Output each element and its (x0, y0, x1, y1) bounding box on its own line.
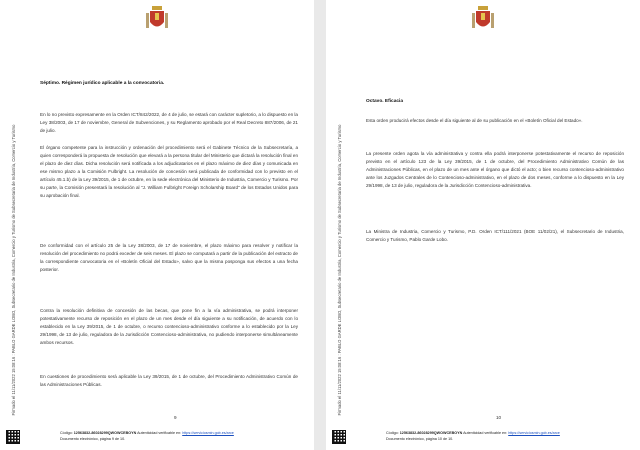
verification-code: 12563832-86028299QWOWCEBOYN (73, 431, 137, 435)
verify-text: Autenticidad verificable en: (463, 431, 508, 435)
paragraph: De conformidad con el artículo 25 de la Ley 38/2003, de 17 de noviembre, el plazo máximo para resolver y notificar la resolución del procedimiento no podrá exceder de seis meses. El plazo se computará a partir de la publicación del extracto de la correspondiente convocatoria en el «Boletín Oficial del Estado», salvo que la misma posponga sus efectos a una fecha posterior. (40, 243, 298, 272)
signature-stamp: Firmado el 11/11/2022 15:08:16 : PABLO GARDE LOBO, Subsecretario de Industria, Comercio y Turismo de Subsecretaria de Industria, Comercio y Turismo (337, 124, 342, 416)
section-heading: Séptimo. Régimen jurídico aplicable a la convocatoria. (40, 81, 165, 86)
paragraph: La Ministra de Industria, Comercio y Turismo, P.D. Orden ICT/111/2021 (BOE 11/02/21), el Subsecretario de Industria, Comercio y Turismo, Pablo Garde Lobo. (366, 229, 624, 242)
verify-text: Autenticidad verificable en: (137, 431, 182, 435)
qr-code (6, 430, 20, 444)
verification-link[interactable]: https://serviciosmin.gob.es/arce (508, 431, 560, 435)
document-info: Documento electrónico, página 9 de 10. (60, 437, 126, 441)
section-heading: Octavo. Eficacia (366, 99, 404, 104)
document-page-left (0, 0, 314, 450)
code-label: Código: (386, 431, 399, 435)
document-info: Documento electrónico, página 10 de 10. (386, 437, 454, 441)
page-number: 9 (174, 415, 177, 420)
code-label: Código: (60, 431, 73, 435)
signature-stamp: Firmado el 11/11/2022 15:08:16 : PABLO GARDE LOBO, Subsecretario de Industria, Comercio y Turismo de Subsecretaria de Industria, Comercio y Turismo (11, 124, 16, 416)
qr-code (332, 430, 346, 444)
paragraph: Contra la resolución definitiva de concesión de las becas, que pone fin a la vía administrativa, se podrá interponer potestativamente recurso de reposición en el plazo de un mes desde el día siguiente a su notificación, de acuerdo con lo establecido en la Ley 39/2015, de 1 de octubre, o recurso contencioso-administrativo conforme a lo establecido por la Ley 29/1998, de 13 de julio, reguladora de la Jurisdicción Contencioso-administrativa, no pudiendo interponerse simultáneamente ambos recursos. (40, 308, 298, 345)
paragraph: En lo no previsto expresamente en la Orden ICT/842/2022, de 4 de julio, se estará con carácter supletorio, a lo dispuesto en la Ley 38/2003, de 17 de noviembre, General de Subvenciones, y su Reglamento aprobado por el Real Decreto 887/2006, de 21 de julio. (40, 112, 298, 133)
verification-link[interactable]: https://serviciosmin.gob.es/arce (182, 431, 234, 435)
paragraph: Esta orden producirá efectos desde el día siguiente al de su publicación en el «Boletín Oficial del Estado». (366, 118, 583, 123)
document-page-right (326, 0, 640, 450)
paragraph: La presente orden agota la vía administrativa y contra ella podrá interponerse potestativamente el recurso de reposición previsto en el artículo 123 de la Ley 39/2015, de 1 de octubre, del Procedimiento Administrativo Común de las Administraciones Públicas, en el plazo de un mes ante el órgano que dictó el acto; o bien recurso contencioso-administrativo ante los Juzgados Centrales de lo Contencioso-administrativo, en el plazo de dos meses, conforme a lo dispuesto en la Ley 29/1998, de 13 de julio, reguladora de la Jurisdicción Contencioso-administrativa. (366, 151, 624, 188)
paragraph: En cuestiones de procedimiento será aplicable la Ley 39/2015, de 1 de octubre, del Procedimiento Administrativo Común de las Administraciones Públicas. (40, 374, 298, 387)
footer (386, 430, 560, 442)
footer (60, 430, 234, 442)
page-number: 10 (496, 415, 502, 420)
coat-of-arms-icon (146, 6, 168, 32)
paragraph: El órgano competente para la instrucción y ordenación del procedimiento será el Gabinete Técnico de la Subsecretaría, a quien corresponderá la propuesta de resolución que elevará a la persona titular del Ministerio que dictará la resolución final en el plazo de diez días. Dicha resolución será notificada a los adjudicatarios en el plazo máximo de diez días y comunicada en ese mismo plazo a la Comisión Fulbright. La resolución de concesión será publicada de conformidad con lo previsto en el artículo 45.1.b) de la Ley 39/2015, de 1 de octubre, en la sede electrónica del Ministerio de Industria, Comercio y Turismo. Por su parte, la Comisión presentará la resolución al "J. William Fulbright Foreign Scholarship Board" de los Estados Unidos para su aprobación final. (40, 145, 298, 198)
coat-of-arms-icon (472, 6, 494, 32)
verification-code: 12563832-86028299QWOWCEBOYN (399, 431, 463, 435)
